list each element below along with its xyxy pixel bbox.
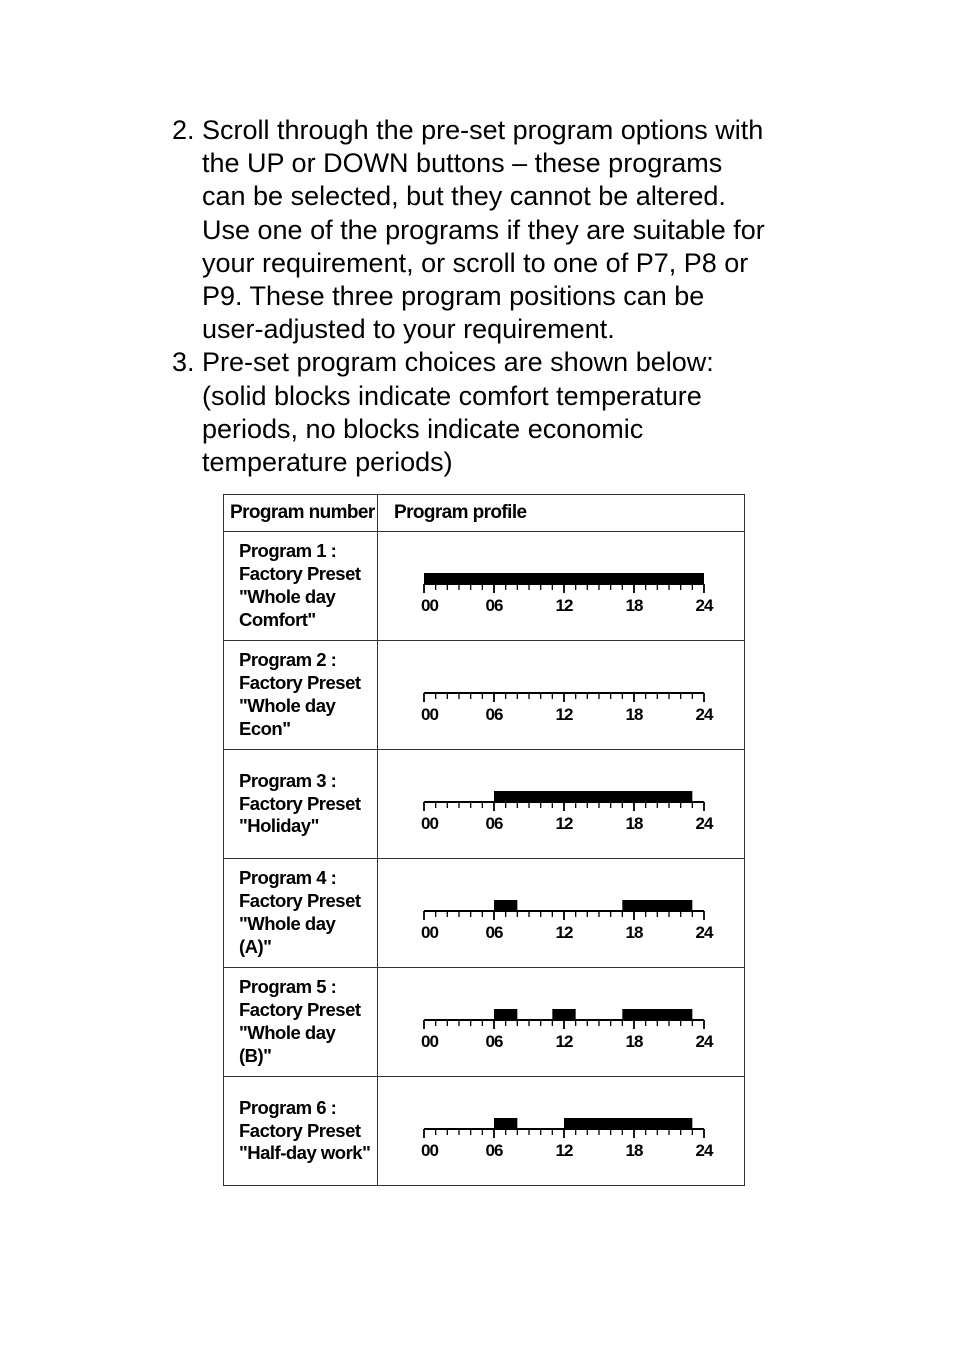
hour-label: 00 xyxy=(421,1141,438,1159)
hour-label: 00 xyxy=(421,1032,438,1050)
program-preset: Factory Preset xyxy=(239,672,361,694)
hour-label: 24 xyxy=(695,705,713,723)
hour-label: 06 xyxy=(485,1141,503,1159)
hour-label: 24 xyxy=(695,596,713,614)
hour-label: 00 xyxy=(421,923,438,941)
step-3 xyxy=(172,346,822,479)
step-2 xyxy=(172,114,822,346)
instruction-steps xyxy=(172,114,822,479)
hour-label: 18 xyxy=(625,814,643,832)
program-label: "Holiday" xyxy=(239,815,319,837)
comfort-period-block xyxy=(494,900,517,911)
hour-label: 00 xyxy=(421,814,438,832)
program-profile-cell xyxy=(378,532,745,641)
step-line: Use one of the programs if they are suitable for xyxy=(202,214,765,245)
step-line: (solid blocks indicate comfort temperature xyxy=(202,380,702,411)
program-label: "Whole day xyxy=(239,586,336,607)
hour-label: 12 xyxy=(555,596,573,614)
program-label: Comfort" xyxy=(239,608,316,630)
step-line: Pre-set program choices are shown below: xyxy=(202,347,714,378)
program-timeline xyxy=(418,776,718,832)
program-preset: Factory Preset xyxy=(239,890,361,912)
step-line: temperature periods) xyxy=(202,447,453,478)
comfort-period-block xyxy=(494,791,692,802)
program-name-cell xyxy=(224,968,378,1077)
program-profile-cell xyxy=(378,859,745,968)
program-title: Program 2 : xyxy=(239,649,337,671)
program-timeline xyxy=(418,885,718,941)
program-name-cell xyxy=(224,641,378,750)
program-table xyxy=(223,494,745,1186)
step-line: P9. These three program positions can be xyxy=(202,281,705,312)
hour-label: 18 xyxy=(625,1141,643,1159)
hour-label: 12 xyxy=(555,923,573,941)
program-preset: Factory Preset xyxy=(239,792,361,814)
program-title: Program 5 : xyxy=(239,976,337,998)
table-row xyxy=(224,1077,745,1186)
program-profile-cell xyxy=(378,968,745,1077)
hour-label: 00 xyxy=(421,596,438,614)
program-timeline xyxy=(418,558,718,614)
hour-label: 06 xyxy=(485,923,503,941)
step-number: 2. xyxy=(172,115,195,145)
hour-label: 06 xyxy=(485,596,503,614)
hour-label: 18 xyxy=(625,1032,643,1050)
program-name-cell xyxy=(224,532,378,641)
comfort-period-block xyxy=(494,1118,517,1129)
hour-label: 06 xyxy=(485,1032,503,1050)
hour-label: 24 xyxy=(695,1032,713,1050)
step-line: user-adjusted to your requirement. xyxy=(202,314,615,345)
hour-label: 06 xyxy=(485,705,503,723)
table-row xyxy=(224,859,745,968)
table-row xyxy=(224,641,745,750)
hour-label: 18 xyxy=(625,596,643,614)
table-row xyxy=(224,968,745,1077)
program-title: Program 6 : xyxy=(239,1096,337,1118)
program-label: (A)" xyxy=(239,935,272,957)
program-label: "Whole day xyxy=(239,913,336,934)
comfort-period-block xyxy=(424,573,704,584)
comfort-period-block xyxy=(622,1009,692,1020)
step-line: Scroll through the pre-set program options with xyxy=(202,115,764,145)
hour-label: 24 xyxy=(695,1141,713,1159)
program-name-cell xyxy=(224,859,378,968)
hour-label: 18 xyxy=(625,923,643,941)
hour-label: 24 xyxy=(695,814,713,832)
step-line: your requirement, or scroll to one of P7, P8 or xyxy=(202,247,749,278)
comfort-period-block xyxy=(552,1009,575,1020)
hour-label: 00 xyxy=(421,705,438,723)
program-timeline xyxy=(418,994,718,1050)
header-program-number: Program number xyxy=(224,495,378,532)
program-preset: Factory Preset xyxy=(239,563,361,585)
program-title: Program 1 : xyxy=(239,540,337,562)
program-preset: Factory Preset xyxy=(239,999,361,1021)
table-header-row xyxy=(224,495,745,532)
program-preset: Factory Preset xyxy=(239,1119,361,1141)
program-label: "Whole day xyxy=(239,695,336,716)
hour-label: 24 xyxy=(695,923,713,941)
step-line: the UP or DOWN buttons – these programs xyxy=(202,148,723,179)
program-rows xyxy=(224,532,745,1186)
hour-label: 12 xyxy=(555,1032,573,1050)
hour-label: 12 xyxy=(555,1141,573,1159)
step-number: 3. xyxy=(172,347,195,378)
program-title: Program 4 : xyxy=(239,867,337,889)
hour-label: 18 xyxy=(625,705,643,723)
program-title: Program 3 : xyxy=(239,769,337,791)
hour-label: 12 xyxy=(555,705,573,723)
comfort-period-block xyxy=(494,1009,517,1020)
program-label: Econ" xyxy=(239,717,291,739)
step-line: periods, no blocks indicate economic xyxy=(202,413,644,444)
program-name-cell xyxy=(224,750,378,859)
hour-label: 06 xyxy=(485,814,503,832)
hour-label: 12 xyxy=(555,814,573,832)
program-timeline xyxy=(418,1103,718,1159)
comfort-period-block xyxy=(564,1118,692,1129)
program-profile-cell xyxy=(378,641,745,750)
step-line: can be selected, but they cannot be altered. xyxy=(202,181,726,212)
comfort-period-block xyxy=(622,900,692,911)
program-timeline xyxy=(418,667,718,723)
table-row xyxy=(224,532,745,641)
header-program-profile: Program profile xyxy=(378,495,745,532)
program-profile-cell xyxy=(378,1077,745,1186)
program-profile-cell xyxy=(378,750,745,859)
program-label: (B)" xyxy=(239,1044,272,1066)
program-name-cell xyxy=(224,1077,378,1186)
program-label: "Half-day work" xyxy=(239,1142,371,1164)
program-label: "Whole day xyxy=(239,1022,336,1043)
table-row xyxy=(224,750,745,859)
